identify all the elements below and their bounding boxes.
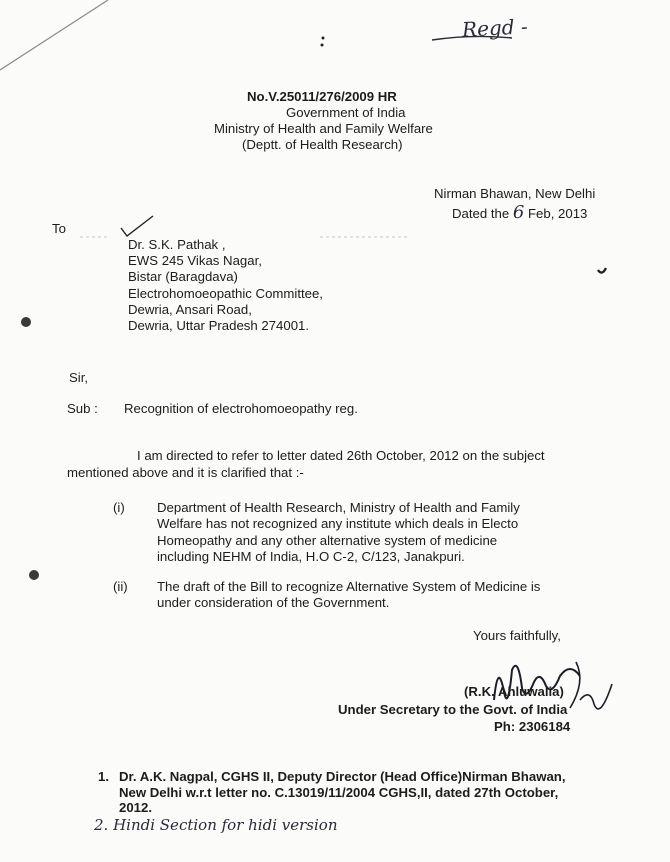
- address-line: Dr. S.K. Pathak ,: [128, 237, 226, 252]
- point-line: Welfare has not recognized any institute which deals in Electo: [157, 516, 519, 532]
- to-label: To: [52, 221, 66, 236]
- address-line: Electrohomoeopathic Committee,: [128, 285, 323, 301]
- point-i-text: [157, 500, 520, 566]
- date-day-handwritten: 6: [512, 202, 525, 223]
- date-prefix: Dated the: [452, 206, 510, 221]
- salutation: Sir,: [69, 370, 89, 385]
- yours-faithfully: Yours faithfully,: [473, 628, 561, 643]
- point-line: including NEHM of India, H.O C-2, C/123, Janakpuri.: [157, 549, 465, 565]
- point-line: Department of Health Research, Ministry of Health and Family: [157, 500, 520, 515]
- signatory-designation: Under Secretary to the Govt. of India: [338, 702, 568, 717]
- place: Nirman Bhawan, New Delhi: [434, 186, 596, 201]
- address-block: [128, 237, 323, 334]
- point-line: Homeopathy and any other alternative system of medicine: [157, 532, 498, 548]
- signatory-name: (R.K. Ahluwalia): [464, 684, 564, 699]
- copy-text: [119, 769, 566, 816]
- header-government: Government of India: [286, 105, 406, 120]
- subject-label: Sub :: [67, 401, 98, 416]
- point-line: The draft of the Bill to recognize Alternative System of Medicine is: [157, 579, 541, 594]
- signatory-phone: Ph: 2306184: [494, 719, 571, 734]
- address-line: Dewria, Uttar Pradesh 274001.: [128, 318, 310, 334]
- subject-text: Recognition of electrohomoeopathy reg.: [124, 401, 358, 416]
- address-line: Bistar (Baragdava): [128, 269, 238, 285]
- point-line: under consideration of the Government.: [157, 595, 390, 611]
- address-line: EWS 245 Vikas Nagar,: [128, 253, 262, 269]
- date-line: [452, 202, 587, 223]
- ref-number: No.V.25011/276/2009 HR: [247, 89, 397, 104]
- punch-hole-mark-1: [21, 317, 31, 327]
- handwritten-regd-note: Regd -: [461, 14, 529, 42]
- header-department: (Deptt. of Health Research): [242, 137, 403, 152]
- date-suffix: Feb, 2013: [527, 206, 588, 221]
- copy-number: 1.: [98, 769, 109, 784]
- address-line: Dewria, Ansari Road,: [128, 301, 252, 317]
- header-ministry: Ministry of Health and Family Welfare: [214, 121, 433, 136]
- point-number: (ii): [113, 579, 128, 594]
- point-ii-text: [157, 579, 540, 612]
- punch-hole-mark-2: [29, 570, 39, 580]
- handwritten-hindi-section-note: 2. Hindi Section for hidi version: [94, 816, 338, 834]
- copy-line: Dr. A.K. Nagpal, CGHS II, Deputy Director (Head Office)Nirman Bhawan,: [119, 769, 566, 784]
- intro-line-1: I am directed to refer to letter dated 26th October, 2012 on the subject: [137, 448, 545, 463]
- handwritten-underline: [428, 28, 548, 48]
- intro-line-2: mentioned above and it is clarified that :-: [67, 465, 304, 480]
- copy-line: 2012.: [119, 800, 153, 816]
- point-number: (i): [113, 500, 125, 515]
- copy-line: New Delhi w.r.t letter no. C.13019/11/2004 CGHS,II, dated 27th October,: [119, 784, 559, 800]
